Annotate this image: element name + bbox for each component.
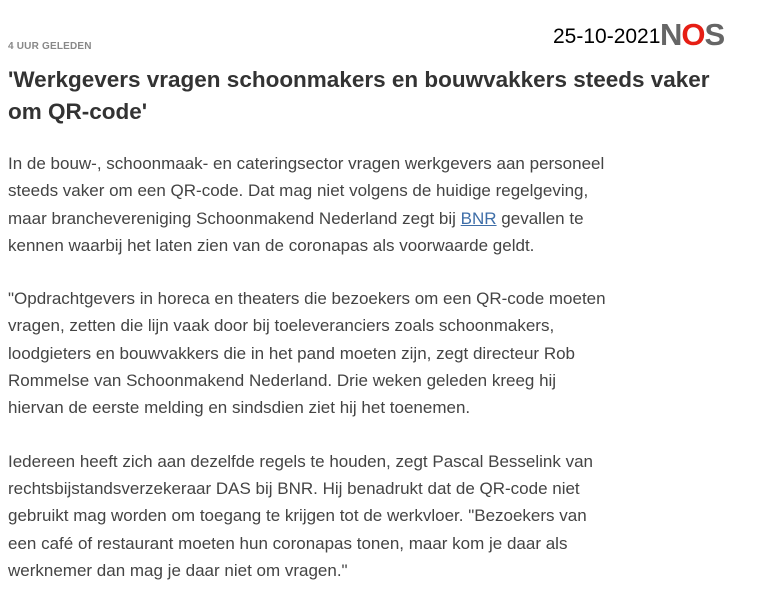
paragraph-2 — [8, 285, 758, 421]
article-headline — [8, 64, 760, 128]
text-line: gebruikt mag worden om toegang te krijgen tot de werkvloer. "Bezoekers van — [8, 506, 587, 526]
text-line: In de bouw-, schoonmaak- en cateringsector vragen werkgevers aan personeel — [8, 154, 605, 173]
article-body — [8, 150, 758, 608]
text-line: een café of restaurant moeten hun coronapas tonen, maar kom je daar als — [8, 533, 568, 553]
logo-letter-n: N — [660, 17, 682, 52]
text-line: vragen, zetten die lijn vaak door bij toeleveranciers zoals schoonmakers, — [8, 316, 555, 336]
screenshot-date-stamp: 25-10-2021 — [553, 25, 661, 48]
text-line: hiervan de eerste melding en sindsdien ziet hij het toenemen. — [8, 398, 471, 418]
logo-letter-s: S — [704, 17, 725, 52]
article-timestamp: 4 UUR GELEDEN — [8, 41, 92, 52]
paragraph-1 — [8, 150, 758, 259]
text-line: gevallen te — [496, 208, 584, 228]
text-line: maar branchevereniging Schoonmakend Nederland zegt bij — [8, 208, 461, 228]
text-line: "Opdrachtgevers in horeca en theaters die bezoekers om een QR-code moeten — [8, 289, 606, 309]
text-line: Iedereen heeft zich aan dezelfde regels te houden, zegt Pascal Besselink van — [8, 451, 593, 471]
headline-line: 'Werkgevers vragen schoonmakers en bouwvakkers steeds vaker — [8, 67, 710, 92]
paragraph-3 — [8, 448, 758, 584]
logo-letter-o: O — [681, 17, 705, 52]
text-line: Rommelse van Schoonmakend Nederland. Drie weken geleden kreeg hij — [8, 371, 557, 391]
text-line: werknemer dan mag je daar niet om vragen." — [8, 560, 348, 580]
text-line: steeds vaker om een QR-code. Dat mag niet volgens de huidige regelgeving, — [8, 181, 589, 201]
headline-line: om QR-code' — [8, 99, 148, 124]
text-line: loodgieters en bouwvakkers die in het pand moeten zijn, zegt directeur Rob — [8, 343, 576, 363]
text-line: kennen waarbij het laten zien van de coronapas als voorwaarde geldt. — [8, 235, 535, 255]
text-line: rechtsbijstandsverzekeraar DAS bij BNR. Hij benadrukt dat de QR-code niet — [8, 478, 580, 498]
bnr-link[interactable]: BNR — [460, 208, 497, 228]
nos-logo[interactable] — [660, 18, 724, 52]
